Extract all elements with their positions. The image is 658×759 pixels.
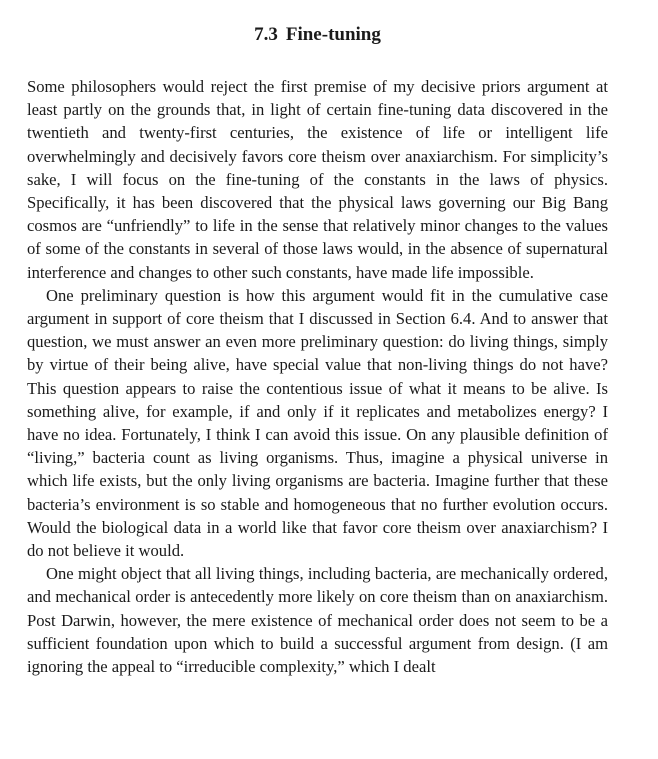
paragraph-3: One might object that all living things, including bacteria, are mechanically ordered, and mechanical order is antecedently more likely on core theism than on anaxiarchism. Post Darwin, however, the mere existence of mechanical order does not seem to be a sufficient foundation upon which to build a successful argument from design. (I am ignoring the appeal to “irreducible complexity,” which I dealt — [27, 564, 608, 677]
paragraph-1: Some philosophers would reject the first premise of my decisive priors argument at least partly on the grounds that, in light of certain fine-tuning data discovered in the twentieth and twenty-first centuries, the existence of life or intelligent life overwhelmingly and decisively favors core theism over anaxiarchism. For simplicity’s sake, I will focus on the fine-tuning of the constants in the laws of physics. Specifically, it has been discovered that the physical laws governing our Big Bang cosmos are “unfriendly” to life in the sense that relatively minor changes to the values of some of the constants in several of those laws would, in the absence of supernatural interference and changes to other such constants, have made life impossible. — [27, 77, 608, 282]
section-number: 7.3 — [254, 24, 278, 45]
section-title: Fine-tuning — [285, 24, 381, 45]
page-body — [27, 22, 608, 678]
paragraph-2: One preliminary question is how this argument would fit in the cumulative case argument in support of core theism that I discussed in Section 6.4. And to answer that question, we must answer an even more preliminary question: do living things, simply by virtue of their being alive, have special value that non-living things do not have? This question appears to raise the contentious issue of what it means to be alive. Is something alive, for example, if and only if it replicates and metabolizes energy? I have no idea. Fortunately, I think I can avoid this issue. On any plausible definition of “living,” bacteria count as living organisms. Thus, imagine a physical universe in which life exists, but the only living organisms are bacteria. Imagine further that these bacteria’s environment is so stable and homogeneous that no further evolution occurs. Would the biological data in a world like that favor core theism over anaxiarchism? I do not believe it would. — [27, 285, 608, 561]
section-heading — [27, 22, 608, 48]
